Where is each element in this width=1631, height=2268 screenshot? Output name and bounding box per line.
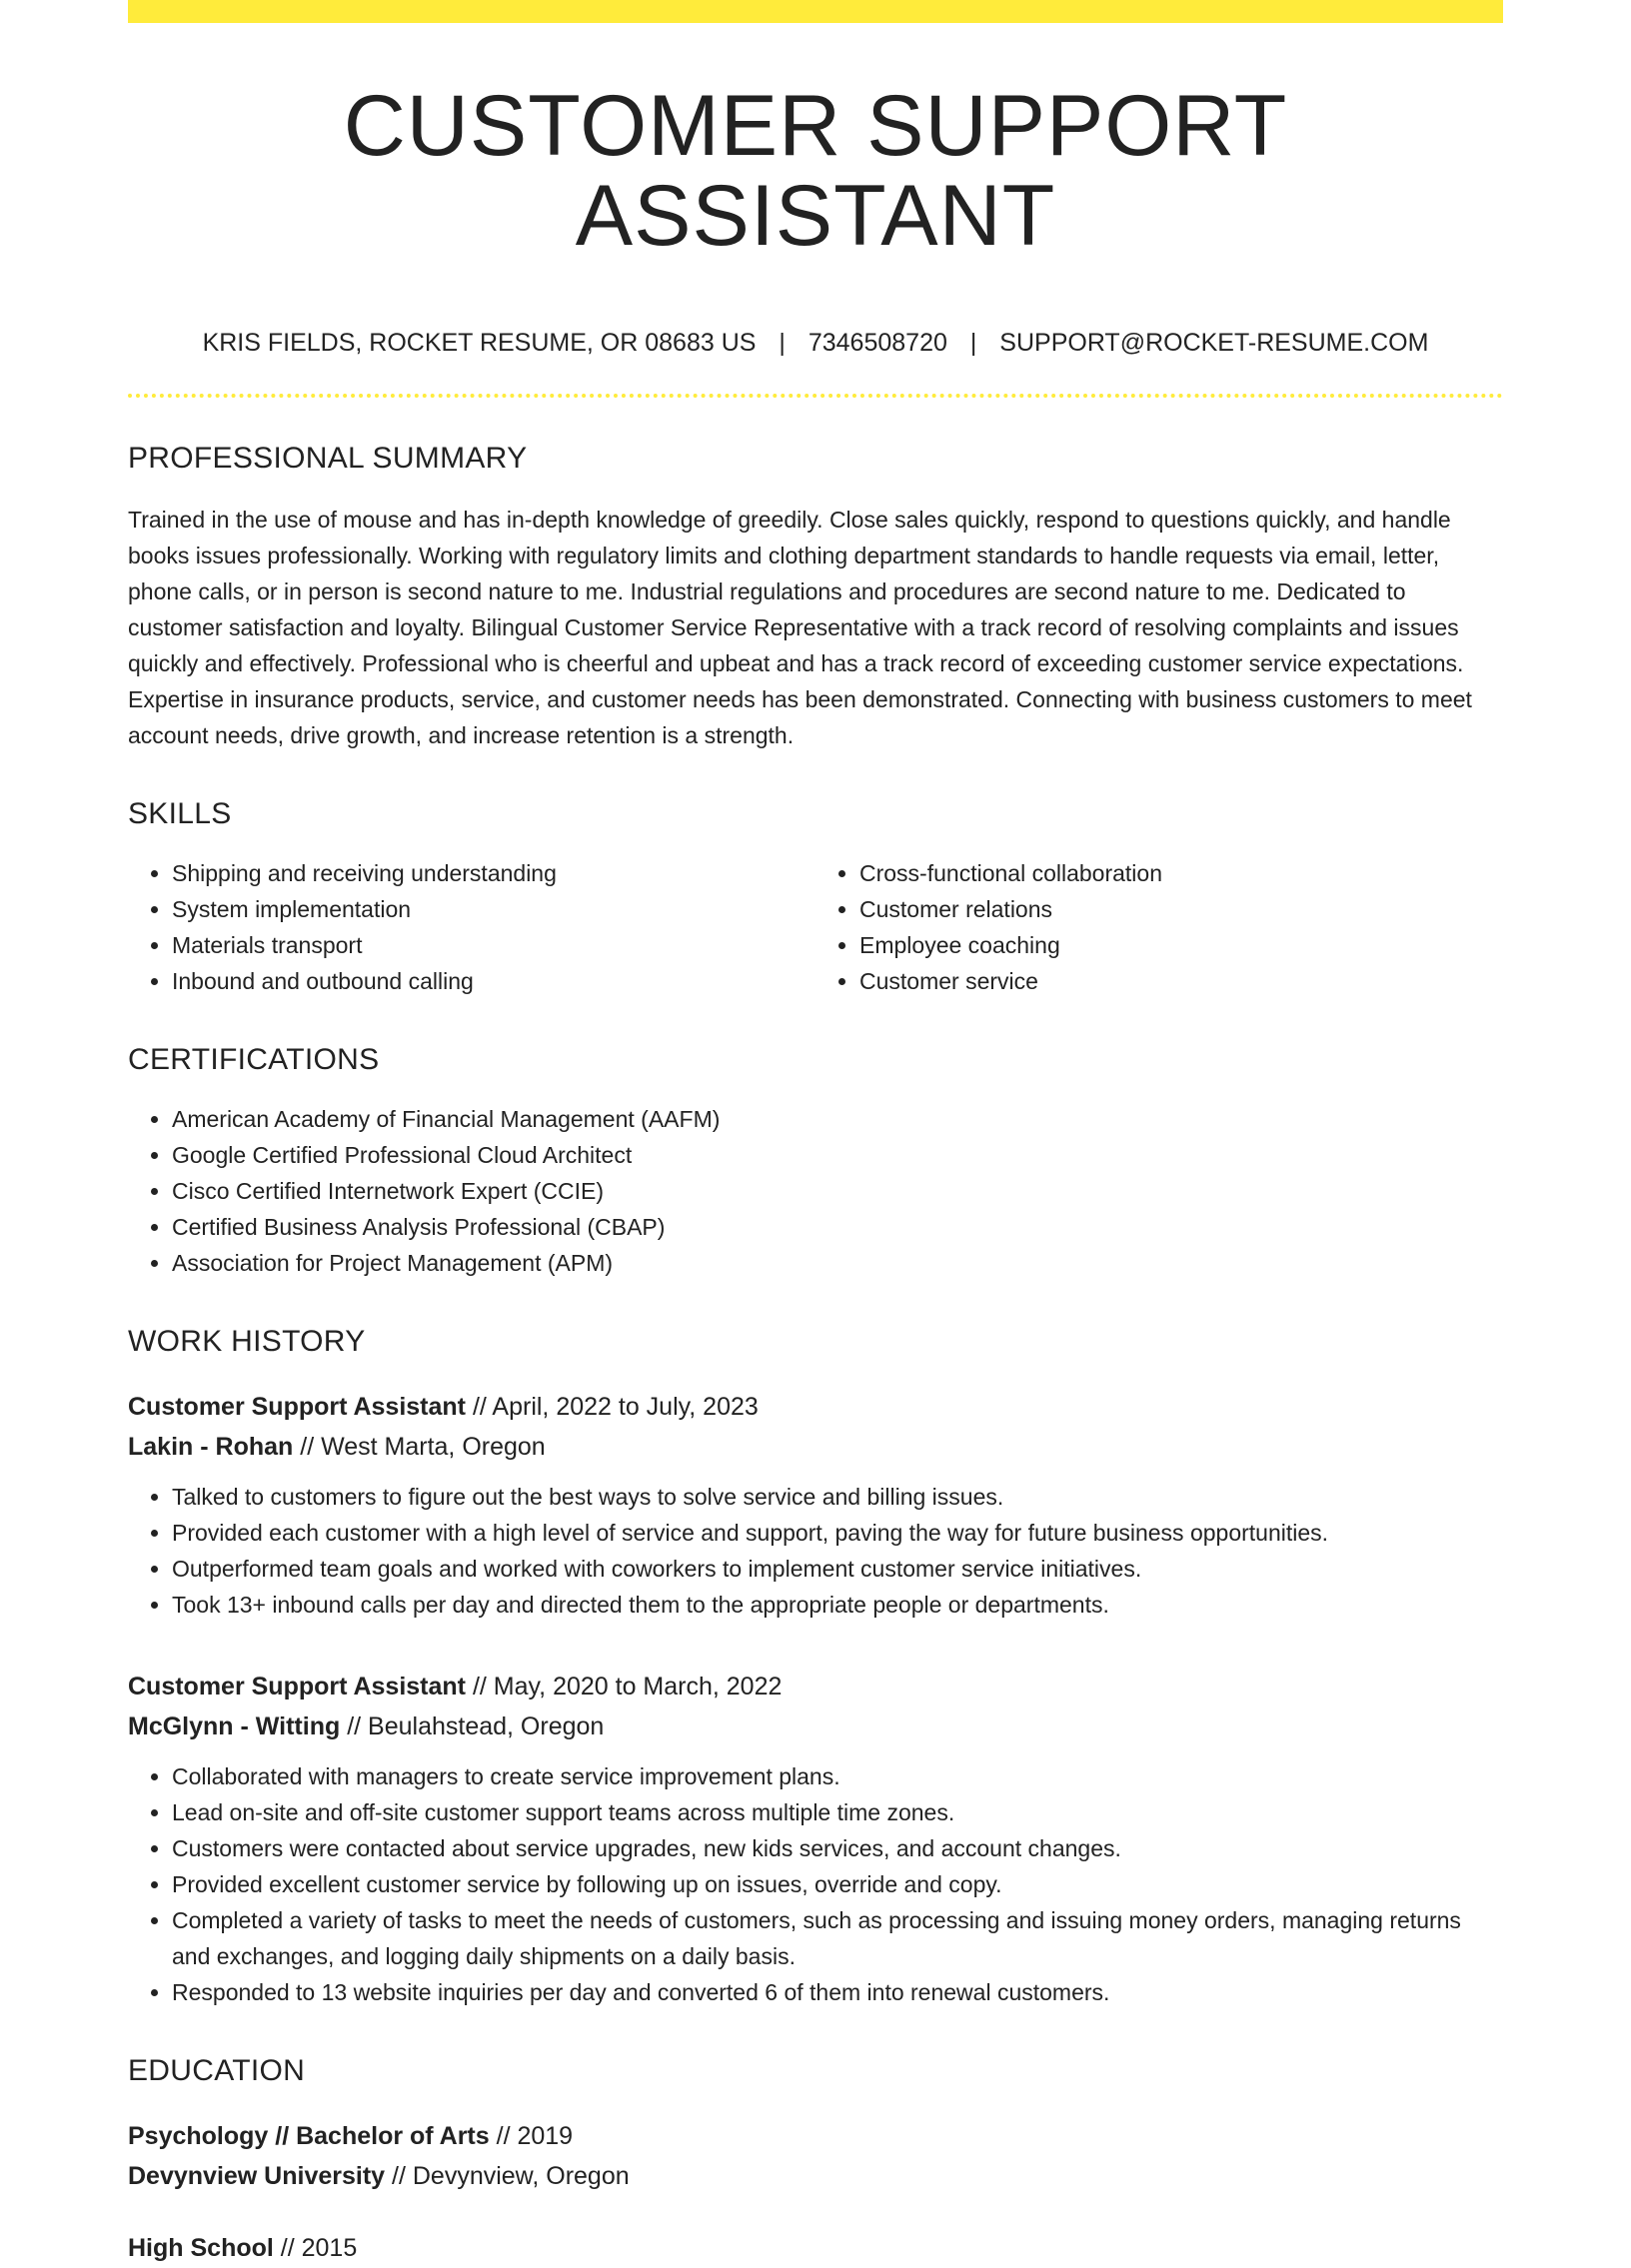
education-school: Devynview University bbox=[128, 2161, 386, 2190]
skill-item: • Shipping and receiving understanding bbox=[172, 855, 816, 891]
contact-email: SUPPORT@ROCKET-RESUME.COM bbox=[999, 328, 1429, 357]
certification-item: • Google Certified Professional Cloud Architect bbox=[172, 1137, 1503, 1173]
contact-separator: | bbox=[969, 328, 977, 357]
job-bullet: • Customers were contacted about service upgrades, new kids services, and account changes. bbox=[172, 1830, 1503, 1866]
job-entry bbox=[128, 1387, 1503, 1623]
job-bullets bbox=[128, 1758, 1503, 2010]
certification-item: • Association for Project Management (APM) bbox=[172, 1245, 1503, 1281]
job-dates: // April, 2022 to July, 2023 bbox=[466, 1392, 759, 1421]
job-company-line bbox=[128, 1706, 1503, 1746]
section-title: CERTIFICATIONS bbox=[128, 1042, 380, 1076]
job-bullet: • Talked to customers to figure out the best ways to solve service and billing issues. bbox=[172, 1479, 1503, 1515]
skills-list bbox=[128, 855, 816, 999]
skills-section bbox=[128, 797, 1503, 999]
accent-top-bar bbox=[128, 0, 1503, 23]
job-bullet: • Outperformed team goals and worked with coworkers to implement customer service initiatives. bbox=[172, 1551, 1503, 1587]
summary-section bbox=[128, 442, 1503, 753]
contact-address: KRIS FIELDS, ROCKET RESUME, OR 08683 US bbox=[202, 328, 757, 357]
job-bullet: • Provided excellent customer service by following up on issues, override and copy. bbox=[172, 1866, 1503, 1902]
section-title: EDUCATION bbox=[128, 2053, 306, 2087]
certification-item: • Certified Business Analysis Professional (CBAP) bbox=[172, 1209, 1503, 1245]
education-degree: Psychology // Bachelor of Arts bbox=[128, 2121, 490, 2150]
job-role-line bbox=[128, 1667, 1503, 1706]
job-entry bbox=[128, 1667, 1503, 2010]
skills-list bbox=[816, 855, 1503, 999]
education-entry bbox=[128, 2116, 1503, 2196]
summary-text: Trained in the use of mouse and has in-depth knowledge of greedily. Close sales quickly, respond to questions quickly, and handle books issues professionally. Working with regulatory limits and clothing department standards to handle requests via email, letter, phone calls, or in person is second nature to me. Industrial regulations and procedures are second nature to me. Dedicated to customer satisfaction and loyalty. Bilingual Customer Service Representative with a track record of resolving complaints and issues quickly and effectively. Professional who is cheerful and upbeat and has a track record of exceeding customer service expectations. Expertise in insurance products, service, and customer needs has been demonstrated. Connecting with business customers to meet account needs, drive growth, and increase retention is a strength. bbox=[128, 506, 1472, 748]
section-title: WORK HISTORY bbox=[128, 1324, 366, 1358]
job-bullet: • Collaborated with managers to create service improvement plans. bbox=[172, 1758, 1503, 1794]
certifications-list bbox=[128, 1101, 1503, 1281]
job-location: // Beulahstead, Oregon bbox=[340, 1711, 605, 1740]
skill-item: • Inbound and outbound calling bbox=[172, 963, 816, 999]
education-year: // 2015 bbox=[273, 2233, 358, 2262]
contact-line bbox=[128, 328, 1503, 358]
education-degree-line bbox=[128, 2116, 1503, 2156]
certification-item: • American Academy of Financial Management (AAFM) bbox=[172, 1101, 1503, 1137]
contact-separator: | bbox=[779, 328, 786, 357]
job-company: McGlynn - Witting bbox=[128, 1711, 341, 1740]
job-location: // West Marta, Oregon bbox=[293, 1432, 546, 1461]
job-role: Customer Support Assistant bbox=[128, 1392, 467, 1421]
job-bullets bbox=[128, 1479, 1503, 1623]
resume-title: CUSTOMER SUPPORT ASSISTANT bbox=[343, 78, 1288, 265]
job-company: Lakin - Rohan bbox=[128, 1432, 294, 1461]
education-entry bbox=[128, 2228, 1503, 2268]
work-history-section bbox=[128, 1325, 1503, 2010]
skill-item: • Customer service bbox=[859, 963, 1503, 999]
education-section bbox=[128, 2054, 1503, 2268]
skill-item: • Customer relations bbox=[859, 891, 1503, 927]
job-bullet: • Provided each customer with a high level of service and support, paving the way for future business opportunities. bbox=[172, 1515, 1503, 1551]
job-bullet: • Responded to 13 website inquiries per day and converted 6 of them into renewal customers. bbox=[172, 1974, 1503, 2010]
skills-column-left bbox=[128, 855, 816, 999]
job-role: Customer Support Assistant bbox=[128, 1672, 467, 1701]
skill-item: • Materials transport bbox=[172, 927, 816, 963]
certifications-section bbox=[128, 1043, 1503, 1281]
section-title: SKILLS bbox=[128, 796, 232, 830]
certification-item: • Cisco Certified Internetwork Expert (CCIE) bbox=[172, 1173, 1503, 1209]
education-year: // 2019 bbox=[489, 2121, 574, 2150]
education-location: // Devynview, Oregon bbox=[385, 2161, 630, 2190]
skill-item: • Cross-functional collaboration bbox=[859, 855, 1503, 891]
job-company-line bbox=[128, 1427, 1503, 1467]
skills-grid bbox=[128, 855, 1503, 999]
dotted-divider bbox=[128, 394, 1503, 398]
skill-item: • System implementation bbox=[172, 891, 816, 927]
contact-phone: 7346508720 bbox=[808, 328, 947, 357]
job-bullet: • Completed a variety of tasks to meet the needs of customers, such as processing and issuing money orders, managing returns and exchanges, and logging daily shipments on a daily basis. bbox=[172, 1902, 1503, 1974]
education-school-line bbox=[128, 2156, 1503, 2196]
job-bullet: • Lead on-site and off-site customer support teams across multiple time zones. bbox=[172, 1794, 1503, 1830]
job-role-line bbox=[128, 1387, 1503, 1427]
section-title: PROFESSIONAL SUMMARY bbox=[128, 441, 528, 475]
education-degree: High School bbox=[128, 2233, 274, 2262]
job-bullet: • Took 13+ inbound calls per day and directed them to the appropriate people or departments. bbox=[172, 1587, 1503, 1623]
skills-column-right bbox=[816, 855, 1503, 999]
education-degree-line bbox=[128, 2228, 1503, 2268]
job-dates: // May, 2020 to March, 2022 bbox=[466, 1672, 783, 1701]
skill-item: • Employee coaching bbox=[859, 927, 1503, 963]
